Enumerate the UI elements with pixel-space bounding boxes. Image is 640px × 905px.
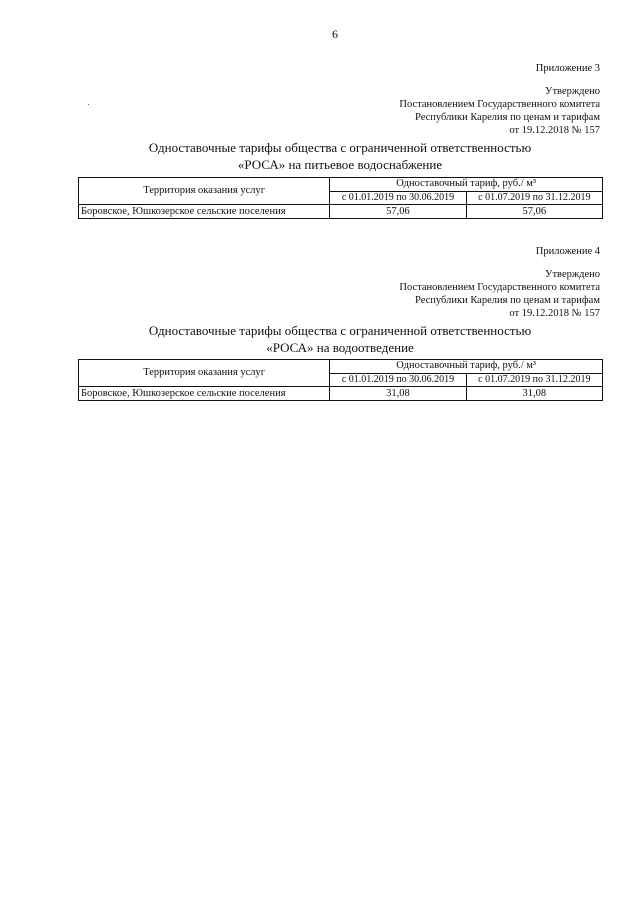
table-row	[79, 205, 603, 219]
appendix-label: Приложение 4	[535, 246, 600, 257]
appendix-3-approval-block	[399, 62, 600, 137]
tariff-column-header: Одноставочный тариф, руб./ м³	[330, 360, 603, 374]
title-line-1: Одноставочные тарифы общества с ограниченной ответственностью	[148, 323, 532, 338]
approved-by-line-2: Республики Карелия по ценам и тарифам	[415, 295, 600, 306]
period-2-header: с 01.07.2019 по 31.12.2019	[466, 373, 602, 387]
approved-by-line-1: Постановлением Государственного комитета	[399, 282, 600, 293]
territory-column-header: Территория оказания услуг	[79, 360, 330, 387]
table-row	[79, 387, 603, 401]
approved-by-line-2: Республики Карелия по ценам и тарифам	[415, 112, 600, 123]
tariff-value-period-1: 57,06	[330, 205, 466, 219]
territory-cell: Боровское, Юшкозерское сельские поселения	[79, 205, 330, 219]
tariff-column-header: Одноставочный тариф, руб./ м³	[330, 178, 603, 192]
water-supply-tariff-table	[78, 177, 603, 219]
period-2-header: с 01.07.2019 по 31.12.2019	[466, 191, 602, 205]
appendix-4-approval-block	[399, 245, 600, 320]
page-number: 6	[332, 27, 338, 41]
title-line-2: «РОСА» на водоотведение	[266, 340, 414, 355]
period-1-header: с 01.01.2019 по 30.06.2019	[330, 373, 466, 387]
period-1-header: с 01.01.2019 по 30.06.2019	[330, 191, 466, 205]
approved-label: Утверждено	[545, 269, 600, 280]
approved-date: от 19.12.2018 № 157	[509, 125, 600, 136]
scan-speck	[88, 104, 89, 105]
appendix-label: Приложение 3	[535, 63, 600, 74]
approved-label: Утверждено	[545, 86, 600, 97]
approved-by-line-1: Постановлением Государственного комитета	[399, 99, 600, 110]
tariff-value-period-2: 57,06	[466, 205, 602, 219]
tariff-value-period-2: 31,08	[466, 387, 602, 401]
appendix-3-title	[60, 139, 620, 173]
tariff-value-period-1: 31,08	[330, 387, 466, 401]
territory-column-header: Территория оказания услуг	[79, 178, 330, 205]
title-line-1: Одноставочные тарифы общества с ограниченной ответственностью	[148, 140, 532, 155]
appendix-4-title	[60, 322, 620, 356]
territory-cell: Боровское, Юшкозерское сельские поселения	[79, 387, 330, 401]
wastewater-tariff-table	[78, 359, 603, 401]
title-line-2: «РОСА» на питьевое водоснабжение	[237, 157, 443, 172]
approved-date: от 19.12.2018 № 157	[509, 308, 600, 319]
